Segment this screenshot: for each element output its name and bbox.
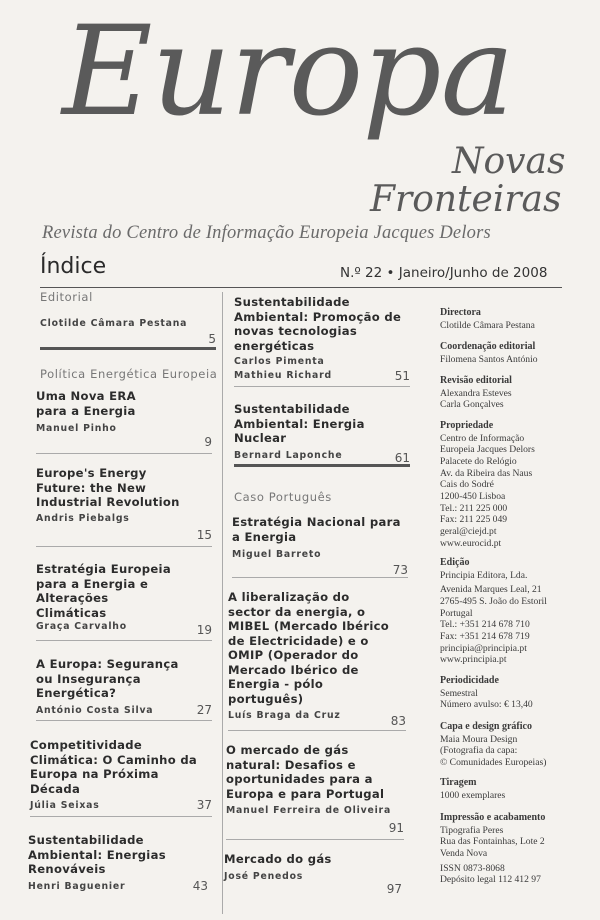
- credit-line: 2765-495 S. João do Estoril: [440, 595, 547, 607]
- credit-line: Semestral: [440, 687, 478, 699]
- article-page: 91: [388, 821, 404, 835]
- article-page: 61: [394, 451, 410, 465]
- credit-line: (Fotografia da capa:: [440, 745, 518, 757]
- credit-coordenacao: [440, 341, 538, 365]
- entry-rule: [36, 453, 212, 454]
- credit-heading: Impressão e acabamento: [440, 812, 546, 823]
- toc-entry[interactable]: [36, 562, 212, 637]
- credit-line: ISSN 0873-8068: [440, 862, 505, 874]
- credit-tiragem: [440, 777, 505, 801]
- toc-entry[interactable]: [36, 466, 212, 542]
- masthead-subtitle-fronteiras: Fronteiras: [370, 179, 562, 220]
- credit-line: Tel.: +351 214 678 710: [440, 619, 530, 631]
- article-title: Mercado do gás: [224, 852, 332, 866]
- article-title: A Europa: Segurança ou Insegurança Energética?: [36, 657, 179, 700]
- article-author: Bernard Laponche: [234, 449, 343, 461]
- credit-line: Tipografia Peres: [440, 824, 504, 836]
- article-author-2: Mathieu Richard: [234, 369, 332, 381]
- section-caso-portugues: Caso Português: [234, 490, 332, 504]
- toc-entry-editorial[interactable]: [40, 317, 216, 346]
- credit-line: Europeia Jacques Delors: [440, 444, 535, 456]
- credit-propriedade: [440, 420, 535, 550]
- credit-impressao: [440, 812, 545, 886]
- article-page: 15: [196, 528, 212, 542]
- toc-entry[interactable]: [232, 515, 408, 577]
- credit-heading: Directora: [440, 307, 481, 318]
- credit-line: Centro de Informação: [440, 432, 525, 444]
- article-title: Estratégia Europeia para a Energia e Alterações Climáticas: [36, 562, 171, 620]
- toc-entry[interactable]: [224, 852, 402, 896]
- article-author: Manuel Pinho: [36, 423, 117, 434]
- article-author: José Penedos: [224, 870, 304, 882]
- credit-line: 1000 exemplares: [440, 789, 506, 801]
- article-page: 83: [390, 714, 406, 728]
- entry-rule: [228, 730, 406, 731]
- credit-line: © Comunidades Europeias): [440, 756, 547, 768]
- header-rule: [40, 287, 562, 288]
- credit-line: Filomena Santos António: [440, 353, 538, 365]
- credit-line: Depósito legal 112 412 97: [440, 874, 541, 886]
- article-title: A liberalização do sector da energia, o MIBEL (Mercado Ibérico de Electricidade) e o OMIP (Operador do Mercado Ibérico de Energia - pólo português): [228, 590, 390, 706]
- article-title: Sustentabilidade Ambiental: Promoção de novas tecnologias energéticas: [234, 295, 402, 353]
- article-author: Carlos Pimenta: [234, 356, 325, 367]
- credit-line: Venda Nova: [440, 847, 488, 859]
- article-page: 97: [386, 882, 402, 896]
- article-page: 37: [196, 798, 212, 812]
- credit-line: Tel.: 211 225 000: [440, 502, 508, 514]
- article-page: 43: [192, 879, 208, 893]
- toc-entry[interactable]: [226, 743, 404, 835]
- toc-entry[interactable]: [28, 833, 208, 893]
- entry-rule: [226, 839, 404, 840]
- article-title: Competitividade Climática: O Caminho da Europa na Próxima Década: [30, 738, 198, 796]
- article-title: Sustentabilidade Ambiental: Energias Renováveis: [28, 833, 166, 876]
- issue-info: N.º 22 • Janeiro/Junho de 2008: [340, 265, 548, 281]
- article-page: 19: [196, 623, 212, 637]
- article-title: O mercado de gás natural: Desafios e oportunidades para a Europa e para Portugal: [226, 743, 385, 801]
- credit-heading: Edição: [440, 557, 470, 568]
- toc-entry[interactable]: [234, 402, 410, 465]
- article-author: Manuel Ferreira de Oliveira: [226, 805, 392, 816]
- article-author: Graça Carvalho: [36, 621, 127, 632]
- credit-capa: [440, 721, 546, 769]
- article-author: Miguel Barreto: [232, 549, 322, 560]
- article-page: 73: [392, 563, 408, 577]
- article-title: Uma Nova ERA para a Energia: [36, 389, 136, 418]
- credit-line: Fax: 211 225 049: [440, 514, 508, 526]
- toc-entry[interactable]: [30, 738, 212, 813]
- credit-line: Palacete do Relógio: [440, 455, 517, 467]
- article-page: 9: [204, 435, 212, 449]
- credit-heading: Propriedade: [440, 420, 494, 431]
- section-politica-energetica: Política Energética Europeia: [40, 367, 218, 381]
- credit-revisao: [440, 375, 512, 411]
- index-heading: Índice: [40, 254, 107, 279]
- article-author: Júlia Seixas: [30, 800, 100, 811]
- credit-line: Portugal: [440, 607, 473, 619]
- credit-line: Rua das Fontainhas, Lote 2: [440, 836, 545, 848]
- credit-line: Avenida Marques Leal, 21: [440, 584, 542, 596]
- article-page: 5: [208, 332, 216, 346]
- article-author: Henri Baguenier: [28, 880, 126, 892]
- credit-line: Alexandra Esteves: [440, 387, 512, 399]
- entry-rule: [232, 577, 408, 578]
- credit-line: Maia Moura Design: [440, 733, 518, 745]
- article-page: 51: [394, 369, 410, 383]
- article-author: Andris Piebalgs: [36, 512, 130, 524]
- credit-line: Número avulso: € 13,40: [440, 699, 533, 711]
- entry-rule: [36, 546, 212, 547]
- entry-rule: [30, 816, 212, 817]
- article-page: 27: [196, 703, 212, 717]
- masthead-subtitle-novas: Novas: [452, 141, 566, 182]
- credit-heading: Coordenação editorial: [440, 341, 536, 352]
- article-title: Estratégia Nacional para a Energia: [232, 515, 401, 544]
- credit-line: Av. da Ribeira das Naus: [440, 467, 533, 479]
- masthead-tagline: Revista do Centro de Informação Europeia Jacques Delors: [42, 223, 491, 243]
- section-editorial: Editorial: [40, 290, 93, 304]
- entry-rule: [40, 347, 216, 350]
- credit-line: Clotilde Câmara Pestana: [440, 319, 535, 331]
- credit-line: principia@principia.pt: [440, 642, 527, 654]
- credit-line: 1200-450 Lisboa: [440, 491, 506, 503]
- entry-rule: [234, 464, 410, 467]
- credit-heading: Periodicidade: [440, 675, 499, 686]
- credit-line: Principia Editora, Lda.: [440, 569, 528, 581]
- credit-line: Carla Gonçalves: [440, 399, 504, 411]
- credit-periodicidade: [440, 675, 533, 711]
- entry-rule: [36, 640, 212, 641]
- magazine-logo: Europa: [62, 0, 514, 144]
- toc-entry[interactable]: [36, 389, 212, 449]
- article-author: Luís Braga da Cruz: [228, 710, 341, 721]
- credit-line: Cais do Sodré: [440, 479, 494, 491]
- toc-entry[interactable]: [36, 657, 212, 717]
- toc-entry[interactable]: [234, 295, 410, 382]
- entry-rule: [36, 720, 212, 721]
- credit-heading: Capa e design gráfico: [440, 721, 532, 732]
- credit-line: geral@ciejd.pt: [440, 526, 497, 538]
- column-divider: [222, 292, 223, 914]
- credit-heading: Revisão editorial: [440, 375, 512, 386]
- entry-rule: [234, 386, 410, 387]
- credit-edicao: [440, 557, 547, 666]
- toc-entry[interactable]: [228, 590, 406, 728]
- credit-line: www.principia.pt: [440, 654, 507, 666]
- article-author: Clotilde Câmara Pestana: [40, 318, 188, 329]
- article-title: Europe's Energy Future: the New Industrial Revolution: [36, 466, 180, 509]
- credit-directora: [440, 307, 535, 331]
- credit-line: www.eurocid.pt: [440, 537, 502, 549]
- article-author: António Costa Silva: [36, 704, 154, 716]
- credit-heading: Tiragem: [440, 777, 477, 788]
- article-title: Sustentabilidade Ambiental: Energia Nuclear: [234, 402, 365, 445]
- credit-line: Fax: +351 214 678 719: [440, 631, 530, 643]
